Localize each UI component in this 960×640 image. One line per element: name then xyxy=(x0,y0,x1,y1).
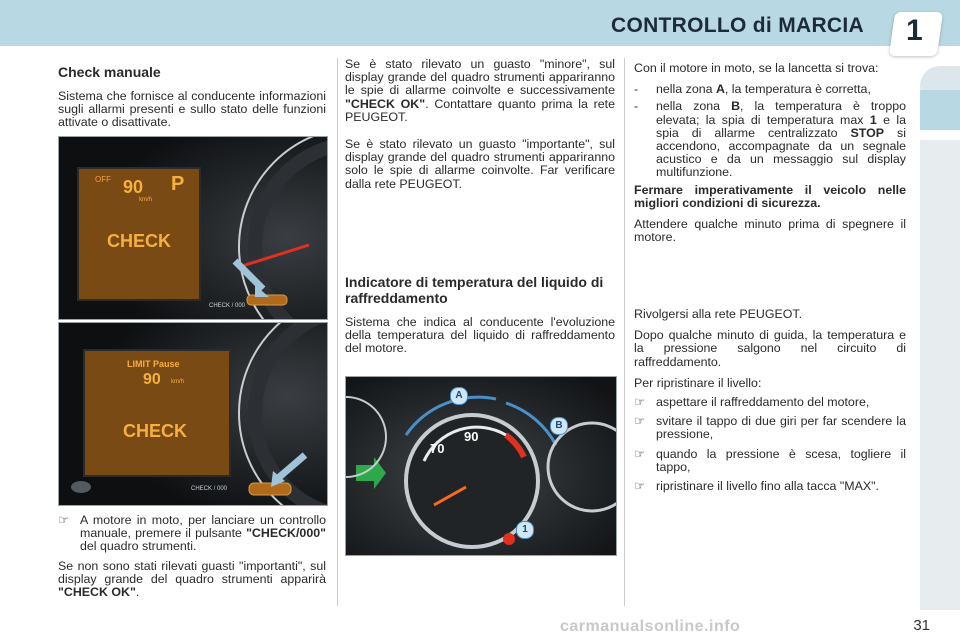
speed-value: 90 xyxy=(123,177,144,197)
limit-label: LIMIT Pause xyxy=(127,359,180,369)
check-message: CHECK xyxy=(123,421,188,441)
gauge-tick-90: 90 xyxy=(464,429,479,444)
column-divider xyxy=(624,58,625,606)
wait-instruction: Attendere qualche minuto prima di spegnere il motore. xyxy=(634,217,906,245)
check-message: CHECK xyxy=(107,231,172,251)
column-3-bottom xyxy=(634,308,906,499)
side-tab-active xyxy=(920,90,960,130)
section-title-check: Check manuale xyxy=(58,64,161,80)
column-divider xyxy=(337,58,338,606)
restore-intro: Per ripristinare il livello: xyxy=(634,375,762,390)
column-1-bottom xyxy=(58,514,326,607)
page-number: 31 xyxy=(913,617,930,634)
check-intro: Sistema che fornisce al conducente informazioni sugli allarmi presenti e sullo stato delle funzioni attivate o disattivate. xyxy=(58,89,326,130)
pointer-icon: ☞ xyxy=(634,446,646,461)
contact-network: Rivolgersi alla rete PEUGEOT. xyxy=(634,307,803,321)
zone-b-item: - nella zona B, la temperatura è troppo elevata; la spia di temperatura max 1 e la spia di allarme centralizzato STOP si accendono, accompagnate da un segnale acustico e da un messaggio sul display multifunzione. xyxy=(634,99,906,180)
pointer-icon: ☞ xyxy=(634,414,646,429)
check-button-label: CHECK / 000 xyxy=(209,303,246,309)
speed-unit: km/h xyxy=(139,197,153,203)
zone-a-item: - nella zona A, la temperatura è corretta, xyxy=(634,82,871,97)
restore-step: ☞ ripristinare il livello fino alla tacca "MAX". xyxy=(634,479,879,494)
speed-value: 90 xyxy=(143,371,161,388)
temperature-gauge-art xyxy=(346,377,616,555)
pointer-icon: ☞ xyxy=(634,395,646,410)
restore-step: ☞ aspettare il raffreddamento del motore, xyxy=(634,395,870,410)
temperature-rise: Dopo qualche minuto di guida, la temperatura e la pressione salgono nel circuito di raffreddamento. xyxy=(634,328,906,369)
minor-fault-paragraph: Se è stato rilevato un guasto "minore", sul display grande del quadro strumenti appariranno le spie di allarme coinvolte e successivamente "CHECK OK". Contattare quanto prima la rete PEUGEOT. xyxy=(345,57,615,124)
column-2 xyxy=(345,58,615,199)
zone-b-label: B xyxy=(550,417,568,435)
column-1 xyxy=(58,64,326,138)
column-2-bottom xyxy=(345,274,615,364)
off-indicator: OFF xyxy=(95,175,111,184)
display-screen xyxy=(83,349,231,477)
restore-step: ☞ quando la pressione è scesa, togliere il tappo, xyxy=(634,446,906,474)
major-fault-paragraph: Se è stato rilevato un guasto "importante", sul display grande del quadro strumenti appariranno solo le spie di allarme coinvolte. Far verificare dalla rete PEUGEOT. xyxy=(345,137,615,191)
restore-step: ☞ svitare il tappo di due giri per far scendere la pressione, xyxy=(634,414,906,442)
pointer-icon: ☞ xyxy=(634,479,646,494)
dashboard-photo-2 xyxy=(58,322,328,506)
stop-warning: Fermare imperativamente il veicolo nelle migliori condizioni di sicurezza. xyxy=(634,182,906,210)
side-strip xyxy=(920,140,960,610)
warning-light-label: 1 xyxy=(516,521,534,539)
page-title: CONTROLLO di MARCIA xyxy=(610,14,864,37)
check-bullet xyxy=(58,514,326,554)
gauge-tick-70: 70 xyxy=(430,441,445,456)
display-screen xyxy=(77,167,201,301)
check-ok-paragraph: Se non sono stati rilevati guasti "importanti", sul display grande del quadro strumenti apparirà "CHECK OK". xyxy=(58,558,326,600)
check-bullet-text: A motore in moto, per lanciare un controllo manuale, premere il pulsante "CHECK/000" del quadro strumenti. xyxy=(80,513,326,554)
check-button-label: CHECK / 000 xyxy=(191,486,228,492)
pointer-icon: ☞ xyxy=(58,513,70,527)
gear-indicator: P xyxy=(171,173,185,195)
zone-a-label: A xyxy=(450,387,468,405)
chapter-number: 1 xyxy=(906,14,923,47)
dashboard-photo-1 xyxy=(58,136,328,320)
needle-intro: Con il motore in moto, se la lancetta si trova: xyxy=(634,61,879,75)
speed-unit: km/h xyxy=(171,379,185,385)
temperature-intro: Sistema che indica al conducente l'evoluzione della temperatura del liquido di raffreddamento del motore. xyxy=(345,315,615,356)
column-3 xyxy=(634,62,906,252)
temperature-gauge-photo xyxy=(345,376,617,556)
section-title-temperature: Indicatore di temperatura del liquido di raffreddamento xyxy=(345,274,604,306)
watermark: carmanualsonline.info xyxy=(560,618,741,635)
